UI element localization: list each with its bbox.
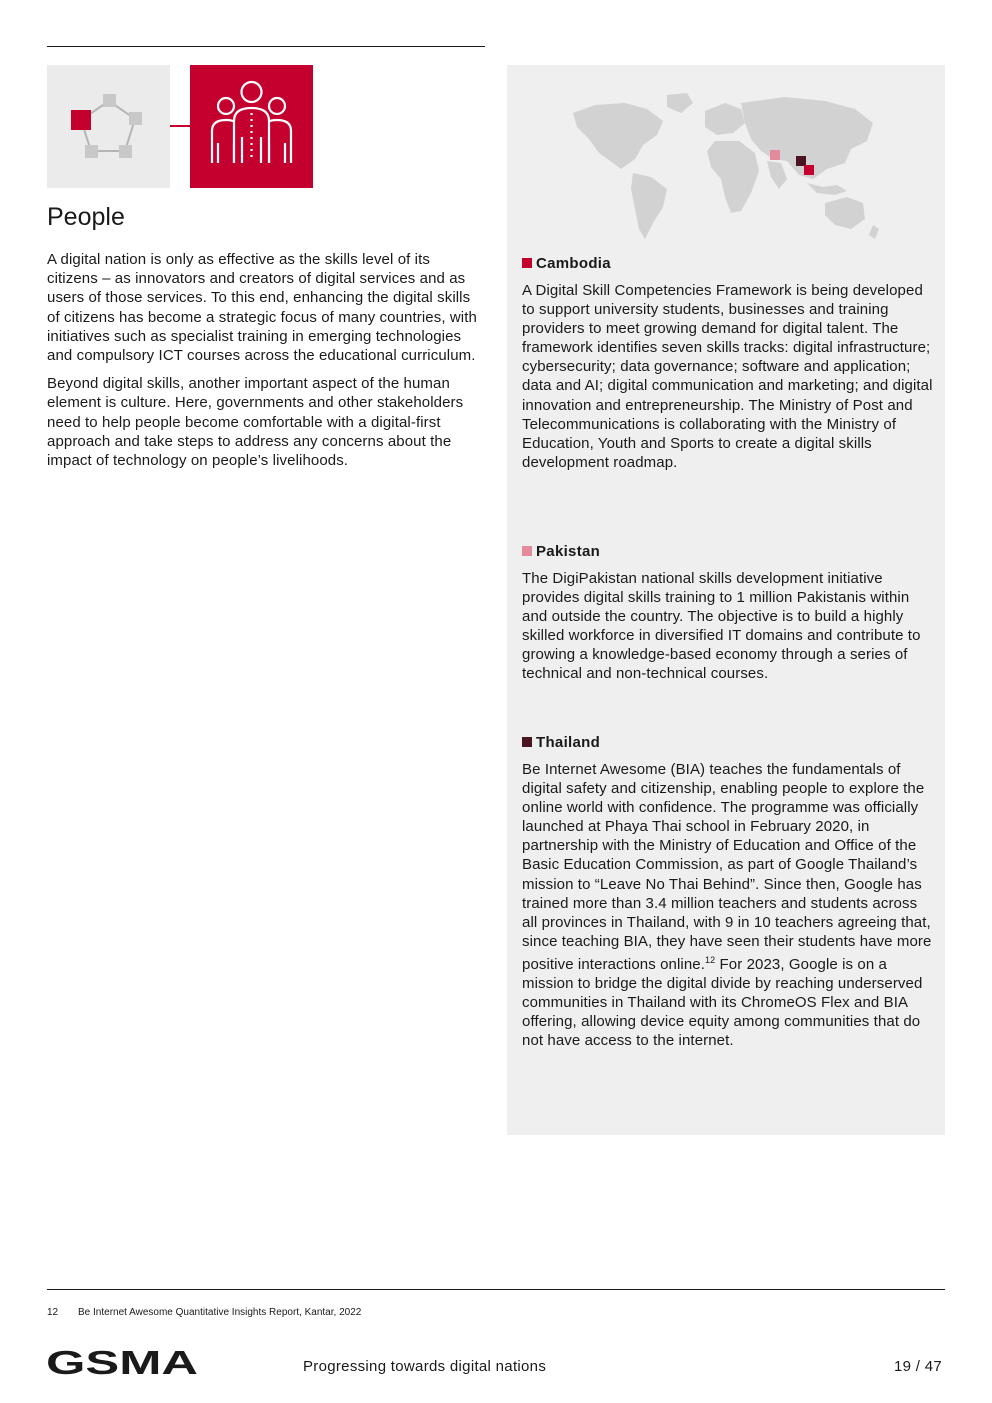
case-cambodia — [522, 253, 934, 472]
case-country: Pakistan — [536, 542, 601, 560]
case-pakistan — [522, 541, 934, 684]
people-icon-tile — [190, 65, 313, 188]
case-text-part: For 2023, Google is on a mission to bridge the digital divide by reaching underserved communities in Thailand with its ChromeOS Flex and BIA offering, allowing device equity among communities that do not have access to the internet. — [522, 955, 923, 1050]
pakistan-marker-icon — [522, 546, 532, 556]
page-number: 19 / 47 — [894, 1358, 942, 1375]
case-text: A Digital Skill Competencies Framework is being developed to support university students, businesses and training providers to meet growing demand for digital talent. The framework identifies seven skills tracks: digital infrastructure; cybersecurity; data governance; software and application; data and AI; digital communication and marketing; and digital innovation and entrepreneurship. The Ministry of Post and Telecommunications is collaborating with the Ministry of Education, Youth and Sports to create a digital skills development roadmap. — [522, 282, 933, 471]
case-country: Thailand — [536, 733, 601, 751]
icon-connector — [170, 125, 190, 127]
gsma-logo — [46, 1348, 200, 1378]
body-paragraph: Beyond digital skills, another important aspect of the human element is culture. Here, governments and other stakeholders need to help people become comfortable with a digital-first approach and take steps to address any concerns about the impact of technology on people’s livelihoods. — [47, 375, 464, 470]
case-country: Cambodia — [536, 254, 611, 272]
footnote-ref[interactable]: 12 — [705, 954, 716, 965]
case-heading — [522, 541, 934, 561]
footnote-number: 12 — [47, 1307, 59, 1318]
logo-text: GSMA — [46, 1348, 198, 1378]
case-heading — [522, 253, 934, 273]
footnote-rule — [47, 1289, 945, 1290]
top-rule — [47, 46, 485, 47]
body-paragraph: A digital nation is only as effective as the skills level of its citizens – as innovators and creators of digital services and as users of those services. To this end, enhancing the digital skills of citizens has become a strategic focus of many countries, with initiatives such as specialist training in emerging technologies and compulsory ICT courses across the educational curriculum. — [47, 251, 477, 365]
footnote-text: Be Internet Awesome Quantitative Insights Report, Kantar, 2022 — [78, 1307, 362, 1318]
case-text: The DigiPakistan national skills development initiative provides digital skills training to 1 million Pakistanis within and outside the country. The objective is to build a highly skilled workforce in diversified IT domains and contribute to growing a knowledge-based economy through a series of technical and non-technical courses. — [522, 570, 921, 683]
thailand-marker-icon — [522, 737, 532, 747]
case-heading — [522, 732, 934, 752]
footer-title: Progressing towards digital nations — [303, 1358, 547, 1375]
network-icon — [47, 65, 170, 188]
section-title: People — [47, 203, 125, 231]
case-thailand — [522, 732, 934, 1050]
cambodia-marker-icon — [522, 258, 532, 268]
network-icon-tile — [47, 65, 170, 188]
people-group-icon — [190, 65, 313, 188]
country-case-panel — [507, 65, 945, 1135]
case-text — [522, 760, 934, 1050]
body-text — [47, 250, 485, 479]
case-text-part: Be Internet Awesome (BIA) teaches the fundamentals of digital safety and citizenship, enabling people to explore the online world with confidence. The programme was officially launched at Phaya Thai school in February 2020, in partnership with the Ministry of Education and Office of the Basic Education Commission, as part of Google Thailand’s mission to “Leave No Thai Behind”. Since then, Google has trained more than 3.4 million teachers and students across all provinces in Thailand, with 9 in 10 teachers agreeing that, since teaching BIA, they have seen their students have more positive interactions online. — [522, 761, 932, 973]
world-map — [555, 83, 890, 243]
